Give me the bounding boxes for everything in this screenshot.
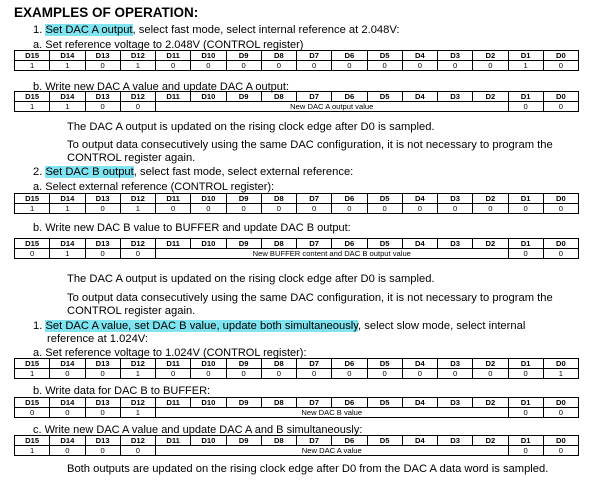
bit-label-cell: D0: [543, 436, 578, 446]
example-3-note: Both outputs are updated on the rising clock edge after D0 from the DAC A data word is sampled.: [67, 463, 549, 475]
bit-header-row: [15, 436, 579, 446]
bit-value-cell: 1: [15, 204, 50, 214]
bit-label-cell: D2: [473, 239, 508, 249]
bit-label-cell: D9: [226, 436, 261, 446]
bit-label-cell: D6: [332, 92, 367, 102]
bit-header-row: [15, 359, 579, 369]
step-b-label: b.: [33, 222, 43, 234]
bit-label-cell: D5: [367, 92, 402, 102]
bit-value-cell: 0: [85, 61, 120, 71]
bit-value-cell: 0: [191, 204, 226, 214]
bit-label-cell: D2: [473, 436, 508, 446]
bit-label-cell: D6: [332, 194, 367, 204]
bit-value-cell: 0: [120, 446, 155, 456]
bit-value-cell: 0: [508, 446, 543, 456]
bit-label-cell: D2: [473, 194, 508, 204]
bit-label-cell: D15: [15, 359, 50, 369]
bit-value-cell: 0: [226, 61, 261, 71]
bit-label-cell: D11: [156, 51, 191, 61]
bit-label-cell: D6: [332, 436, 367, 446]
bit-label-cell: D12: [120, 92, 155, 102]
bit-label-cell: D4: [402, 194, 437, 204]
bit-value-cell: 0: [297, 61, 332, 71]
bit-label-cell: D14: [50, 398, 85, 408]
step-b-text: Write data for DAC B to BUFFER:: [45, 385, 211, 397]
bit-value-cell: 1: [15, 446, 50, 456]
bit-value-row: [15, 249, 579, 259]
bit-label-cell: D7: [297, 239, 332, 249]
bit-label-cell: D1: [508, 436, 543, 446]
bit-value-cell: 0: [367, 61, 402, 71]
bit-value-row: [15, 369, 579, 379]
bit-label-cell: D0: [543, 359, 578, 369]
bit-header-row: [15, 398, 579, 408]
bit-label-cell: D0: [543, 194, 578, 204]
bit-label-cell: D14: [50, 359, 85, 369]
bit-label-cell: D13: [85, 194, 120, 204]
bit-label-cell: D10: [191, 398, 226, 408]
bit-header-row: [15, 51, 579, 61]
example-2-step-b: [33, 222, 351, 235]
bit-label-cell: D10: [191, 194, 226, 204]
bit-label-cell: D1: [508, 194, 543, 204]
data-field-cell: New DAC A value: [156, 446, 509, 456]
bit-header-row: [15, 194, 579, 204]
bit-label-cell: D10: [191, 359, 226, 369]
bit-label-cell: D7: [297, 398, 332, 408]
bit-label-cell: D0: [543, 239, 578, 249]
bit-value-cell: 0: [438, 369, 473, 379]
bit-label-cell: D5: [367, 51, 402, 61]
example-1-highlight: Set DAC A output: [45, 24, 133, 36]
bit-label-cell: D3: [438, 92, 473, 102]
bit-label-cell: D8: [261, 398, 296, 408]
bit-label-cell: D3: [438, 359, 473, 369]
bit-label-cell: D12: [120, 359, 155, 369]
bit-label-cell: D11: [156, 398, 191, 408]
bit-label-cell: D11: [156, 359, 191, 369]
bit-value-cell: 1: [508, 61, 543, 71]
bit-value-cell: 0: [508, 369, 543, 379]
bit-label-cell: D4: [402, 436, 437, 446]
bit-value-row: [15, 408, 579, 418]
example-2-rest: , select fast mode, select external reference:: [133, 166, 354, 178]
bit-label-cell: D9: [226, 359, 261, 369]
bit-value-cell: 0: [50, 446, 85, 456]
bit-value-cell: 0: [438, 61, 473, 71]
bit-label-cell: D2: [473, 92, 508, 102]
bit-label-cell: D8: [261, 92, 296, 102]
bit-value-cell: 0: [85, 369, 120, 379]
bit-label-cell: D5: [367, 194, 402, 204]
bit-label-cell: D15: [15, 51, 50, 61]
page-title: EXAMPLES OF OPERATION:: [14, 5, 199, 20]
data-field-cell: New BUFFER content and DAC B output value: [156, 249, 509, 259]
bit-value-cell: 0: [261, 369, 296, 379]
bit-value-cell: 0: [438, 204, 473, 214]
example-3-highlight: Set DAC A value, set DAC B value, update both simultaneously: [45, 320, 359, 332]
bit-label-cell: D5: [367, 436, 402, 446]
bit-label-cell: D9: [226, 92, 261, 102]
bit-label-cell: D8: [261, 359, 296, 369]
bit-value-cell: 0: [473, 369, 508, 379]
data-field-cell: New DAC A output value: [156, 102, 509, 112]
bit-value-cell: 0: [85, 408, 120, 418]
step-b-label: b.: [33, 385, 43, 397]
bit-value-cell: 0: [508, 408, 543, 418]
bit-value-cell: 0: [402, 204, 437, 214]
bit-label-cell: D7: [297, 436, 332, 446]
step-a-label: a.: [33, 39, 43, 51]
bit-value-cell: 0: [15, 249, 50, 259]
bit-label-cell: D9: [226, 239, 261, 249]
register-table-1b: [14, 91, 579, 112]
bit-value-cell: 0: [543, 61, 578, 71]
bit-value-cell: 1: [15, 102, 50, 112]
register-table-3a: [14, 358, 579, 379]
bit-value-cell: 1: [120, 204, 155, 214]
bit-value-cell: 0: [297, 204, 332, 214]
step-a-label: a.: [33, 181, 43, 193]
step-a-label: a.: [33, 347, 43, 359]
bit-value-cell: 0: [85, 446, 120, 456]
bit-value-cell: 0: [85, 249, 120, 259]
bit-label-cell: D6: [332, 51, 367, 61]
bit-header-row: [15, 239, 579, 249]
register-table-1a: [14, 50, 579, 71]
example-2-note-1: The DAC A output is updated on the rising clock edge after D0 is sampled.: [67, 273, 435, 285]
bit-value-cell: 0: [261, 204, 296, 214]
bit-value-cell: 1: [50, 102, 85, 112]
bit-label-cell: D2: [473, 51, 508, 61]
bit-label-cell: D15: [15, 436, 50, 446]
step-b-text: Write new DAC A value and update DAC A output:: [45, 81, 290, 93]
bit-label-cell: D9: [226, 51, 261, 61]
bit-label-cell: D14: [50, 436, 85, 446]
bit-value-cell: 0: [191, 369, 226, 379]
bit-label-cell: D7: [297, 194, 332, 204]
bit-value-cell: 0: [297, 369, 332, 379]
bit-value-cell: 0: [120, 249, 155, 259]
bit-value-cell: 0: [402, 369, 437, 379]
bit-label-cell: D7: [297, 92, 332, 102]
bit-label-cell: D2: [473, 359, 508, 369]
bit-label-cell: D15: [15, 194, 50, 204]
bit-label-cell: D4: [402, 359, 437, 369]
bit-label-cell: D13: [85, 359, 120, 369]
bit-value-cell: 0: [543, 408, 578, 418]
bit-label-cell: D10: [191, 436, 226, 446]
bit-label-cell: D10: [191, 51, 226, 61]
bit-value-cell: 0: [156, 204, 191, 214]
bit-value-cell: 0: [226, 369, 261, 379]
bit-label-cell: D1: [508, 51, 543, 61]
bit-header-row: [15, 92, 579, 102]
bit-label-cell: D3: [438, 239, 473, 249]
example-2-heading: [33, 165, 353, 179]
bit-value-cell: 0: [85, 102, 120, 112]
example-2-note-2b: CONTROL register again.: [67, 305, 196, 317]
bit-label-cell: D1: [508, 398, 543, 408]
example-2-number: 2.: [33, 166, 43, 178]
example-1-note-2a: To output data consecutively using the same DAC configuration, it is not necessary to program the: [67, 139, 553, 151]
bit-value-cell: 0: [543, 102, 578, 112]
bit-value-cell: 0: [367, 204, 402, 214]
bit-label-cell: D0: [543, 398, 578, 408]
bit-label-cell: D1: [508, 92, 543, 102]
bit-label-cell: D13: [85, 51, 120, 61]
bit-value-cell: 0: [543, 446, 578, 456]
bit-value-row: [15, 204, 579, 214]
bit-label-cell: D9: [226, 398, 261, 408]
bit-label-cell: D7: [297, 51, 332, 61]
example-1-number: 1.: [33, 24, 43, 36]
bit-value-cell: 1: [120, 369, 155, 379]
bit-value-cell: 0: [332, 369, 367, 379]
bit-label-cell: D8: [261, 239, 296, 249]
bit-label-cell: D4: [402, 239, 437, 249]
bit-label-cell: D13: [85, 436, 120, 446]
bit-label-cell: D2: [473, 398, 508, 408]
bit-label-cell: D15: [15, 239, 50, 249]
bit-label-cell: D14: [50, 51, 85, 61]
bit-label-cell: D0: [543, 51, 578, 61]
bit-label-cell: D1: [508, 239, 543, 249]
example-1-rest: , select fast mode, select internal reference at 2.048V:: [132, 24, 400, 36]
bit-label-cell: D14: [50, 239, 85, 249]
bit-value-cell: 0: [85, 204, 120, 214]
bit-value-cell: 0: [50, 369, 85, 379]
step-a-text: Select external reference (CONTROL register):: [45, 181, 275, 193]
bit-label-cell: D3: [438, 194, 473, 204]
bit-label-cell: D10: [191, 92, 226, 102]
bit-label-cell: D8: [261, 436, 296, 446]
bit-label-cell: D10: [191, 239, 226, 249]
example-3-heading: [33, 319, 525, 333]
bit-label-cell: D4: [402, 51, 437, 61]
register-table-2b: [14, 238, 579, 259]
bit-label-cell: D3: [438, 51, 473, 61]
bit-value-cell: 0: [261, 61, 296, 71]
bit-label-cell: D6: [332, 239, 367, 249]
bit-label-cell: D5: [367, 398, 402, 408]
example-2-highlight: Set DAC B output: [45, 166, 134, 178]
bit-value-cell: 0: [543, 204, 578, 214]
bit-value-row: [15, 61, 579, 71]
bit-label-cell: D7: [297, 359, 332, 369]
bit-label-cell: D1: [508, 359, 543, 369]
bit-value-cell: 1: [15, 369, 50, 379]
register-table-2a: [14, 193, 579, 214]
step-c-label: c.: [33, 424, 42, 436]
register-table-3c: [14, 435, 579, 456]
example-3-rest: , select slow mode, select internal: [358, 320, 526, 332]
bit-label-cell: D12: [120, 398, 155, 408]
bit-label-cell: D14: [50, 92, 85, 102]
bit-value-cell: 1: [50, 204, 85, 214]
step-b-label: b.: [33, 81, 43, 93]
bit-value-cell: 0: [543, 249, 578, 259]
bit-label-cell: D13: [85, 239, 120, 249]
bit-label-cell: D12: [120, 51, 155, 61]
bit-value-cell: 1: [120, 408, 155, 418]
bit-value-cell: 0: [50, 408, 85, 418]
bit-value-cell: 0: [156, 61, 191, 71]
bit-value-row: [15, 102, 579, 112]
example-3-number: 1.: [33, 320, 43, 332]
bit-value-cell: 0: [473, 61, 508, 71]
bit-label-cell: D12: [120, 239, 155, 249]
bit-label-cell: D12: [120, 194, 155, 204]
bit-value-cell: 0: [367, 369, 402, 379]
bit-label-cell: D15: [15, 92, 50, 102]
bit-value-cell: 0: [15, 408, 50, 418]
example-1-heading: [33, 23, 400, 37]
bit-value-cell: 0: [226, 204, 261, 214]
step-a-text: Set reference voltage to 2.048V (CONTROL register): [45, 39, 304, 51]
bit-value-cell: 0: [508, 102, 543, 112]
bit-value-cell: 0: [402, 61, 437, 71]
bit-value-cell: 0: [191, 61, 226, 71]
step-a-text: Set reference voltage to 1.024V (CONTROL register):: [45, 347, 307, 359]
bit-label-cell: D3: [438, 398, 473, 408]
bit-value-cell: 0: [156, 369, 191, 379]
bit-label-cell: D6: [332, 398, 367, 408]
bit-value-cell: 1: [50, 61, 85, 71]
bit-label-cell: D11: [156, 436, 191, 446]
bit-label-cell: D11: [156, 92, 191, 102]
bit-label-cell: D12: [120, 436, 155, 446]
example-1-note-2b: CONTROL register again.: [67, 152, 196, 164]
bit-label-cell: D8: [261, 51, 296, 61]
bit-label-cell: D4: [402, 398, 437, 408]
bit-label-cell: D3: [438, 436, 473, 446]
data-field-cell: New DAC B value: [156, 408, 509, 418]
bit-value-cell: 0: [332, 204, 367, 214]
example-2-note-2a: To output data consecutively using the same DAC configuration, it is not necessary to program the: [67, 292, 553, 304]
bit-value-cell: 1: [543, 369, 578, 379]
bit-label-cell: D8: [261, 194, 296, 204]
bit-label-cell: D6: [332, 359, 367, 369]
bit-value-cell: 0: [332, 61, 367, 71]
bit-label-cell: D15: [15, 398, 50, 408]
bit-label-cell: D5: [367, 359, 402, 369]
bit-value-cell: 1: [120, 61, 155, 71]
register-table-3b: [14, 397, 579, 418]
bit-label-cell: D0: [543, 92, 578, 102]
bit-value-cell: 0: [120, 102, 155, 112]
step-c-text: Write new DAC A value and update DAC A and B simultaneously:: [44, 424, 363, 436]
bit-label-cell: D9: [226, 194, 261, 204]
bit-value-cell: 1: [15, 61, 50, 71]
bit-label-cell: D14: [50, 194, 85, 204]
bit-label-cell: D5: [367, 239, 402, 249]
bit-label-cell: D11: [156, 194, 191, 204]
bit-value-cell: 1: [50, 249, 85, 259]
bit-label-cell: D13: [85, 92, 120, 102]
bit-value-cell: 0: [508, 249, 543, 259]
example-3-heading-cont: reference at 1.024V:: [47, 333, 148, 345]
bit-label-cell: D11: [156, 239, 191, 249]
step-b-text: Write new DAC B value to BUFFER and update DAC B output:: [45, 222, 351, 234]
bit-value-row: [15, 446, 579, 456]
bit-label-cell: D4: [402, 92, 437, 102]
example-1-note-1: The DAC A output is updated on the rising clock edge after D0 is sampled.: [67, 121, 435, 133]
bit-value-cell: 0: [473, 204, 508, 214]
bit-label-cell: D13: [85, 398, 120, 408]
bit-value-cell: 0: [508, 204, 543, 214]
